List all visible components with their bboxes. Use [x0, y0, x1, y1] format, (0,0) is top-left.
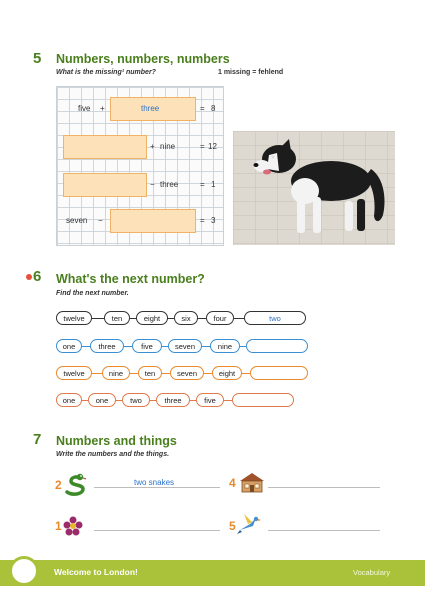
grid-row4-result: 3: [211, 216, 216, 225]
section-7-instruction: Write the numbers and the things.: [56, 451, 170, 458]
seq4-answer[interactable]: [232, 393, 294, 407]
write-line[interactable]: [94, 487, 220, 488]
grid-row1-op: +: [100, 104, 105, 113]
seq1-item: ten: [104, 311, 130, 325]
seq3-item: seven: [170, 366, 204, 380]
grid-row1-left: five: [78, 104, 91, 113]
grid-row3-op: −: [150, 180, 155, 189]
flower-icon: [63, 516, 83, 541]
seq4-item: three: [156, 393, 190, 407]
footnote: 1 missing = fehlend: [218, 69, 284, 76]
answer-two-snakes[interactable]: two snakes: [134, 478, 175, 487]
seq3-answer[interactable]: [250, 366, 308, 380]
section-6-title: What's the next number?: [56, 272, 205, 286]
grid-row1-result: 8: [211, 104, 216, 113]
seq2-answer[interactable]: [246, 339, 308, 353]
section-5-title: Numbers, numbers, numbers: [56, 52, 230, 66]
write-line[interactable]: [268, 530, 380, 531]
answer-box-4[interactable]: [110, 209, 196, 233]
write-line[interactable]: [94, 530, 220, 531]
grid-row3-result: 1: [211, 180, 216, 189]
grid-row2-op: +: [150, 142, 155, 151]
answer-box-2[interactable]: [63, 135, 147, 159]
section-6-instruction: Find the next number.: [56, 290, 129, 297]
section-7-number: 7: [33, 431, 42, 448]
section-6-number: 6: [33, 268, 42, 285]
section-6-dot: [26, 274, 32, 280]
grid-row4-left: seven: [66, 216, 88, 225]
section-5-instruction: What is the missing¹ number?: [56, 69, 156, 76]
seq2-item: five: [132, 339, 162, 353]
write-line[interactable]: [268, 487, 380, 488]
grid-row2-result: 12: [208, 142, 217, 151]
item-number: 2: [55, 478, 62, 492]
grid-row2-eq: =: [200, 142, 205, 151]
seq4-item: five: [196, 393, 224, 407]
bird-icon: [236, 512, 262, 541]
seq4-item: one: [56, 393, 82, 407]
seq3-item: eight: [212, 366, 242, 380]
item-number: 4: [229, 476, 236, 490]
footer-title: Welcome to London!: [54, 567, 138, 577]
seq3-item: nine: [102, 366, 130, 380]
house-icon: [238, 470, 266, 499]
item-number: 5: [229, 519, 236, 533]
seq2-item: nine: [210, 339, 240, 353]
seq1-item: eight: [136, 311, 168, 325]
section-5-number: 5: [33, 50, 42, 67]
grid-row3-eq: =: [200, 180, 205, 189]
section-7-title: Numbers and things: [56, 434, 177, 448]
item-number: 1: [55, 519, 62, 533]
seq3-item: twelve: [56, 366, 92, 380]
seq3-item: ten: [138, 366, 162, 380]
grid-row1-answer: three: [141, 104, 160, 113]
seq1-item: twelve: [56, 311, 92, 325]
seq1-item: six: [174, 311, 198, 325]
grid-row1-eq: =: [200, 104, 205, 113]
answer-box-3[interactable]: [63, 173, 147, 197]
seq2-item: one: [56, 339, 82, 353]
seq2-item: three: [90, 339, 124, 353]
grid-row4-op: −: [98, 216, 103, 225]
page-circle: [9, 556, 39, 586]
snake-icon: [63, 470, 89, 501]
grid-row2-mid: nine: [160, 142, 176, 151]
footer-section: Vocabulary: [353, 568, 391, 577]
seq4-item: two: [122, 393, 150, 407]
seq4-item: one: [88, 393, 116, 407]
seq1-item: four: [206, 311, 234, 325]
seq2-item: seven: [168, 339, 202, 353]
grid-row4-eq: =: [200, 216, 205, 225]
grid-row3-mid: three: [160, 180, 179, 189]
dog-photo: [233, 131, 395, 245]
seq1-answer[interactable]: two: [244, 311, 306, 325]
